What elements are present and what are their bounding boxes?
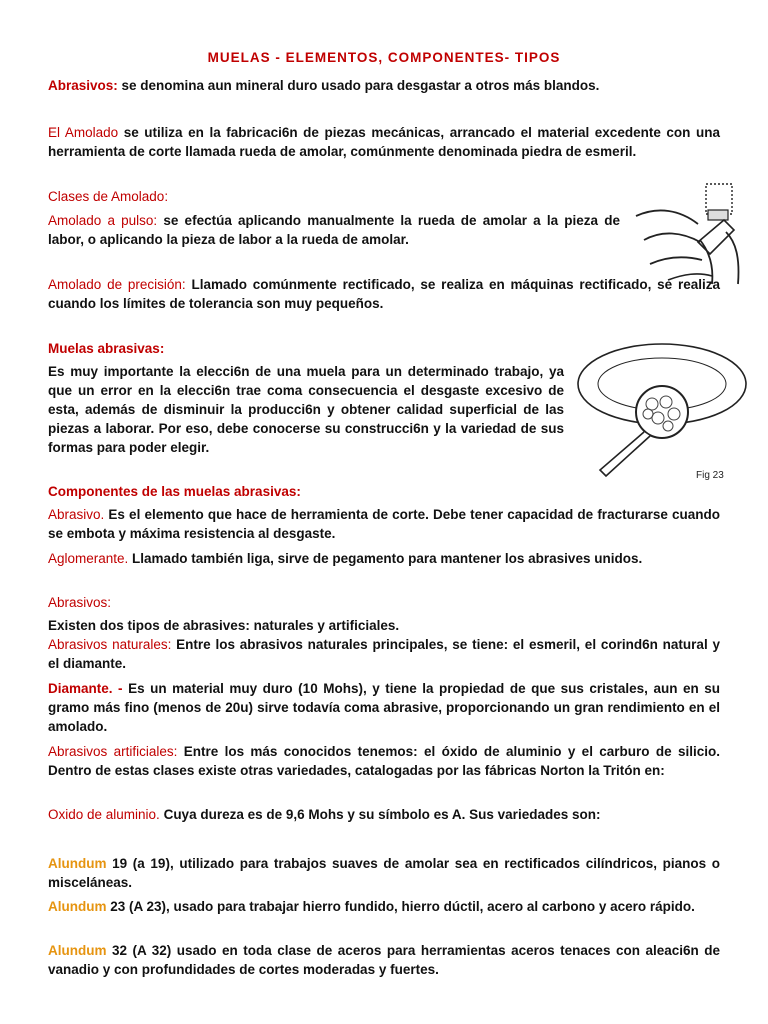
figure-caption: Fig 23 <box>696 470 724 481</box>
paragraph-amolado-pulso <box>48 211 620 249</box>
paragraph-alundum-23 <box>48 897 720 916</box>
paragraph-text: Cuya dureza es de 9,6 Mohs y su símbolo es A. Sus variedades son: <box>159 807 601 822</box>
term-label: Amolado de precisión: <box>48 277 186 292</box>
paragraph-muelas-intro: Es muy importante la elecci6n de una muela para un determinado trabajo, ya que un error en la elecci6n trae coma consecuencia el desgaste excesivo de esta, además de disminuir la producci6n y obtener calidad superficial de las piezas a laborar. Por eso, debe conocerse su construcci6n y la variedad de sus formas para poder elegir. <box>48 364 564 455</box>
paragraph-text: 32 (A 32) usado en toda clase de aceros para herramientas aceros tenaces con aleaci6n de vanadio y con profundidades de cortes moderadas y fuertes. <box>48 943 720 977</box>
term-label: El Amolado <box>48 125 119 140</box>
paragraph-text: 23 (A 23), usado para trabajar hierro fundido, hierro dúctil, acero al carbono y acero rápido. <box>106 899 695 914</box>
term-label: Alundum <box>48 943 107 958</box>
term-label: Aglomerante. <box>48 551 129 566</box>
paragraph-text: Entre los más conocidos tenemos: el óxido de aluminio y el carburo de silicio. Dentro de estas clases existe otras variedades, catalogadas por las fábricas Norton la Tritón en: <box>48 744 720 778</box>
paragraph-text: 19 (a 19), utilizado para trabajos suaves de amolar sea en rectificados cilíndricos, pianos o misceláneas. <box>48 856 720 890</box>
term-label: Diamante. - <box>48 681 123 696</box>
paragraph-text: Es el elemento que hace de herramienta de corte. Debe tener capacidad de fracturarse cuando se embota y máxima resistencia al desgaste. <box>48 507 720 541</box>
paragraph-oxido-aluminio <box>48 805 720 824</box>
paragraph-text: Llamado comúnmente rectificado, se realiza en máquinas rectificado, se realiza cuando los límites de tolerancia son muy pequeños. <box>48 277 721 311</box>
term-label: Amolado a pulso: <box>48 213 158 228</box>
paragraph-abrasivos-def <box>48 76 720 95</box>
paragraph-amolado <box>48 123 720 161</box>
paragraph-tipos: Existen dos tipos de abrasives: naturales y artificiales. <box>48 618 400 633</box>
heading-clases-amolado: Clases de Amolado: <box>48 189 169 204</box>
grinding-wheel-illustration <box>570 340 750 482</box>
paragraph-text: se efectúa aplicando manualmente la rueda de amolar a la pieza de labor, o aplicando la pieza de labor a la rueda de amolar. <box>48 213 620 247</box>
term-label: Abrasivo. <box>48 507 105 522</box>
hand-grinding-illustration <box>628 180 746 292</box>
paragraph-amolado-precision <box>48 275 720 313</box>
paragraph-text: se utiliza en la fabricaci6n de piezas mecánicas, arrancado el material excedente con una herramienta de corte llamada rueda de amolar, comúnmente denominada piedra de esmeril. <box>48 125 720 159</box>
paragraph-diamante <box>48 679 720 736</box>
paragraph-abrasivos-artificiales <box>48 742 720 780</box>
term-label: Abrasivos naturales: <box>48 637 172 652</box>
term-label: Alundum <box>48 899 107 914</box>
paragraph-alundum-19 <box>48 854 720 892</box>
paragraph-text: Es un material muy duro (10 Mohs), y tiene la propiedad de que sus cristales, aun en su gramo más fino (menos de 20u) sirve todavía coma abrasive, proporcionando un gran rendimiento en el amolado. <box>48 681 720 734</box>
heading-muelas-abrasivas: Muelas abrasivas: <box>48 341 165 356</box>
paragraph-text: Entre los abrasivos naturales principales, se tiene: el esmeril, el corind6n natural y el diamante. <box>48 637 720 671</box>
paragraph-text: se denomina aun mineral duro usado para desgastar a otros más blandos. <box>117 78 600 93</box>
paragraph-alundum-32 <box>48 941 720 979</box>
paragraph-abrasivos-naturales <box>48 635 720 673</box>
page-title: MUELAS - ELEMENTOS, COMPONENTES- TIPOS <box>207 50 561 65</box>
term-label: Alundum <box>48 856 107 871</box>
heading-componentes: Componentes de las muelas abrasivas: <box>48 484 301 499</box>
term-label: Abrasivos artificiales: <box>48 744 178 759</box>
paragraph-abrasivo <box>48 505 720 543</box>
heading-abrasivos: Abrasivos: <box>48 595 112 610</box>
term-label: Abrasivos: <box>48 78 118 93</box>
paragraph-aglomerante <box>48 549 720 568</box>
term-label: Oxido de aluminio. <box>48 807 160 822</box>
paragraph-text: Llamado también liga, sirve de pegamento para mantener los abrasives unidos. <box>128 551 643 566</box>
